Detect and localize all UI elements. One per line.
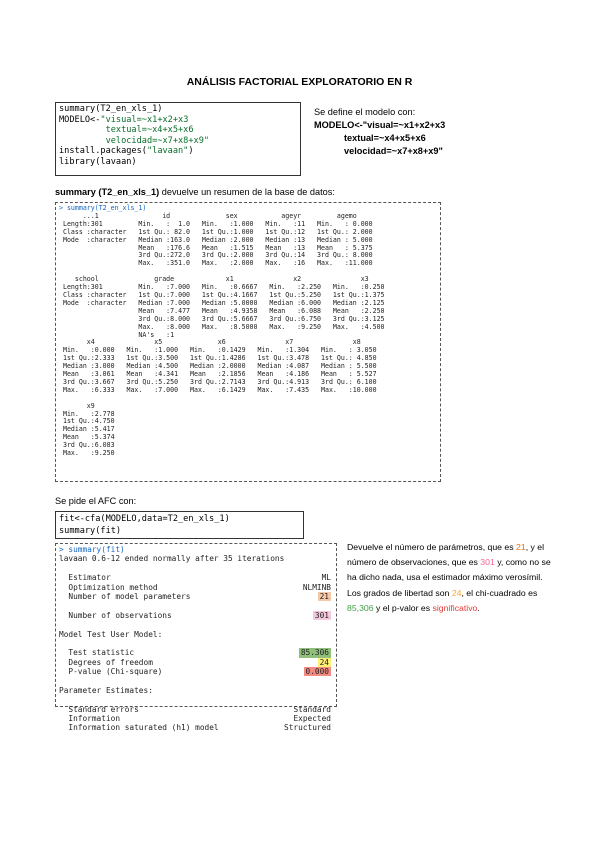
code-token-close: ) [188, 146, 194, 157]
code-token-assign: MODELO<- [59, 114, 101, 125]
fit-intro: lavaan 0.6-12 ended normally after 35 iterations [59, 554, 285, 564]
summary-label [55, 187, 335, 197]
fit-row-stat: Test statistic 85.306 [59, 648, 329, 658]
df-value: 24 [451, 587, 462, 598]
code-line-summary-fit: summary(fit) [59, 526, 122, 536]
code-line-velocidad: velocidad=~x7+x8+x9" [59, 135, 210, 146]
fit-row-pvalue: P-value (Chi-square) 0.000 [59, 667, 329, 677]
code-token-string: "visual=~x1+x2+x3 [100, 114, 189, 125]
code-line-modelo [59, 115, 297, 126]
summary-output-body: ...1 id sex ageyr agemo Length:301 Min. : 1.0 Min. :1.000 Min. :11 Min. : 0.000 Class :character 1st Qu.: 82.0 1st Qu.:1.000 1st Qu.:12 1st Qu.: 2.000 Mode :character Median :163.0 Median :2.000 Median :13 Median : 5.000 Mean :176.6 Mean :1.515 Mean :13 Mean : 5.375 3rd Qu.:272.0 3rd Qu.:2.000 3rd Qu.:14 3rd Qu.: 8.000 Max. :351.0 Max. :2.000 Max. :16 Max. :11.000 school grade x1 x2 x3 Length:301 Min. :7.000 Min. :0.6667 Min. :2.250 Min. :0.250 Class :character 1st Qu.:7.000 1st Qu.:4.1667 1st Qu.:5.250 1st Qu.:1.375 Mode :character Median :7.000 Median :5.0000 Median :6.000 Median :2.125 Mean :7.477 Mean :4.9358 Mean :6.088 Mean :2.250 3rd Qu.:8.000 3rd Qu.:5.6667 3rd Qu.:6.750 3rd Qu.:3.125 Max. :8.000 Max. :8.5000 Max. :9.250 Max. :4.500 NA's :1 x4 x5 x6 x7 x8 Min. :0.000 Min. :1.000 Min. :0.1429 Min. :1.304 Min. : 3.050 1st Qu.:2.333 1st Qu.:3.500 1st Qu.:1.4286 1st Qu.:3.478 1st Qu.: 4.850 Median :3.000 Median :4.500 Median :2.0000 Median :4.087 Median : 5.500 Mean :3.061 Mean :4.341 Mean :2.1856 Mean :4.186 Mean : 5.527 3rd Qu.:3.667 3rd Qu.:5.250 3rd Qu.:2.7143 3rd Qu.:4.913 3rd Qu.: 6.100 Max. :6.333 Max. :7.000 Max. :6.1429 Max. :7.435 Max. :10.000 x9 Min. :2.778 1st Qu.:4.750 Median :5.417 Mean :5.374 3rd Qu.:6.083 Max. :9.250 [62, 211, 385, 458]
fit-row-df: Degrees of freedom 24 [59, 657, 329, 667]
summary-label-rest: devuelve un resumen de la base de datos: [159, 187, 335, 197]
model-note-visual: MODELO<-"visual=~x1+x2+x3 [314, 120, 446, 130]
fit-row-se: Standard errors Standard [59, 704, 331, 714]
code-line-cfa: fit<-cfa(MODELO,data=T2_en_xls_1) [59, 514, 230, 524]
model-test-header: Model Test User Model: [59, 629, 163, 639]
code-line-summary: summary(T2_en_xls_1) [59, 104, 163, 114]
fit-output [55, 543, 337, 733]
nparams-value: 21 [516, 542, 526, 552]
fit-row-infosat: Information saturated (h1) model Structured [59, 723, 331, 733]
cfa-code-block [55, 511, 304, 539]
fit-row-info: Information Expected [59, 714, 331, 724]
fit-row-nparams: Number of model parameters 21 [59, 591, 329, 601]
code-line-library: library(lavaan) [59, 156, 137, 167]
summary-output [55, 202, 441, 482]
pvalue-significance: significativo [432, 602, 478, 613]
stat-highlight: 85.306 [300, 648, 329, 658]
model-note-intro: Se define el modelo con: [314, 107, 416, 117]
nparams-highlight: 21 [319, 591, 329, 601]
code-line-install [59, 146, 297, 157]
fit-row-estimator: Estimator ML [59, 573, 331, 583]
param-header: Parameter Estimates: [59, 685, 153, 695]
model-note-velocidad: velocidad=~x7+x8+x9" [344, 146, 443, 156]
code-token-pkg: "lavaan" [146, 146, 189, 157]
chisq-value: 85,306 [347, 602, 374, 613]
fit-row-nobs: Number of observations 301 [59, 610, 329, 620]
model-note [314, 106, 445, 158]
afc-label: Se pide el AFC con: [55, 496, 137, 506]
code-token-fn: install.packages( [59, 146, 147, 157]
model-note-textual: textual=~x4+x5+x6 [344, 133, 426, 143]
code-line-textual: textual=~x4+x5+x6 [59, 125, 194, 136]
model-code-block [55, 102, 301, 176]
nobs-highlight: 301 [314, 610, 329, 620]
fit-row-optimization: Optimization method NLMINB [59, 582, 331, 592]
nobs-value: 301 [480, 557, 495, 568]
summary-label-bold: summary (T2_en_xls_1) [55, 187, 160, 197]
pvalue-highlight: 0.000 [305, 667, 329, 677]
summary-output-prompt: > summary(T2_en_xls_1) [59, 204, 147, 212]
fit-explanation: Devuelve el número de parámetros, que es 21, y el número de observaciones, que es 301 y, como no se ha dicho nada, usa el estimador máximo verosímil. Los grados de libertad son 24, el chi-cuadrado es 85,306 y el p-valor es significativo. [347, 542, 551, 613]
fit-prompt: > summary(fit) [59, 545, 125, 554]
df-highlight: 24 [319, 657, 329, 667]
page-title: ANÁLISIS FACTORIAL EXPLORATORIO EN R [186, 76, 413, 88]
